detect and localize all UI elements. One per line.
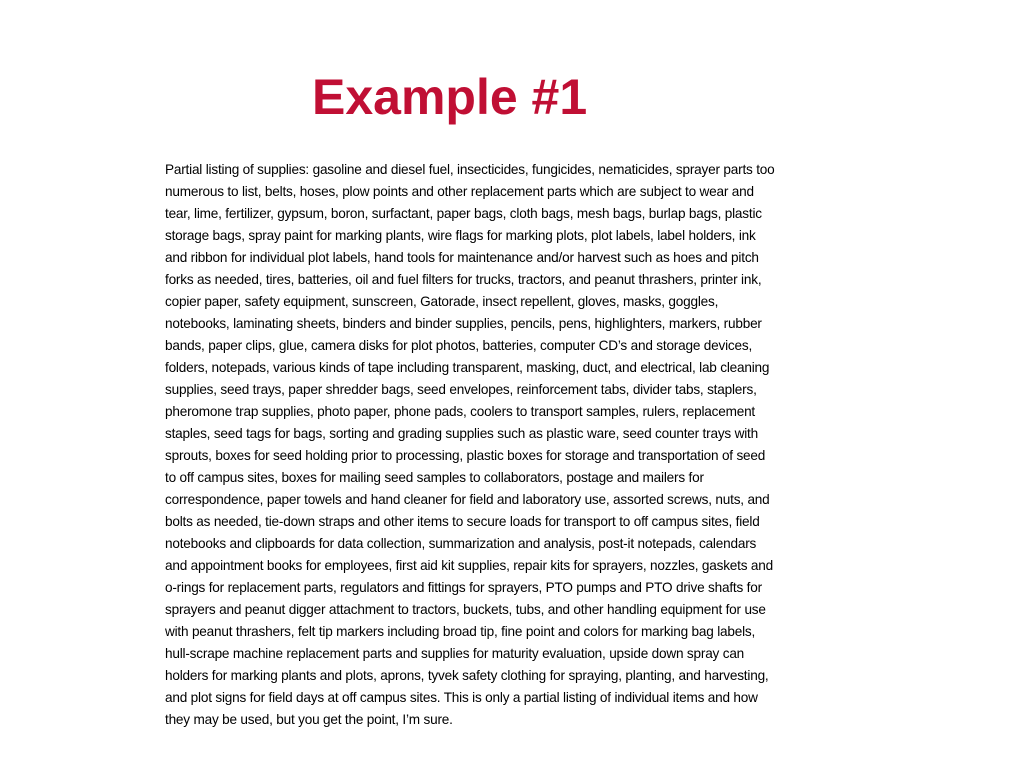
slide-body-text: Partial listing of supplies: gasoline and diesel fuel, insecticides, fungicides, nematicides, sprayer parts too numerous to list, belts, hoses, plow points and other replacement parts which are subject to wear and tear, lime, fertilizer, gypsum, boron, surfactant, paper bags, cloth bags, mesh bags, burlap bags, plastic storage bags, spray paint for marking plants, wire flags for marking plots, plot labels, label holders, ink and ribbon for individual plot labels, hand tools for maintenance and/or harvest such as hoes and pitch forks as needed, tires, batteries, oil and fuel filters for trucks, tractors, and peanut thrashers, printer ink, copier paper, safety equipment, sunscreen, Gatorade, insect repellent, gloves, masks, goggles, notebooks, laminating sheets, binders and binder supplies, pencils, pens, highlighters, markers, rubber bands, paper clips, glue, camera disks for plot photos, batteries, computer CD’s and storage devices, folders, notepads, various kinds of tape including transparent, masking, duct, and electrical, lab cleaning supplies, seed trays, paper shredder bags, seed envelopes, reinforcement tabs, divider tabs, staplers, pheromone trap supplies, photo paper, phone pads, coolers to transport samples, rulers, replacement staples, seed tags for bags, sorting and grading supplies such as plastic ware, seed counter trays with sprouts, boxes for seed holding prior to processing, plastic boxes for storage and transportation of seed to off campus sites, boxes for mailing seed samples to collaborators, postage and mailers for correspondence, paper towels and hand cleaner for field and laboratory use, assorted screws, nuts, and bolts as needed, tie-down straps and other items to secure loads for transport to off campus sites, field notebooks and clipboards for data collection, summarization and analysis, post-it notepads, calendars and appointment books for employees, first aid kit supplies, repair kits for sprayers, nozzles, gaskets and o-rings for replacement parts, regulators and fittings for sprayers, PTO pumps and PTO drive shafts for sprayers and peanut digger attachment to tractors, buckets, tubs, and other handling equipment for use with peanut thrashers, felt tip markers including broad tip, fine point and colors for marking bag labels, hull-scrape machine replacement parts and supplies for maturity evaluation, upside down spray can holders for marking plants and plots, aprons, tyvek safety clothing for spraying, planting, and harvesting, and plot signs for field days at off campus sites. This is only a partial listing of individual items and how they may be used, but you get the point, I’m sure. <box>165 162 775 727</box>
slide-title: Example #1 <box>312 69 588 125</box>
